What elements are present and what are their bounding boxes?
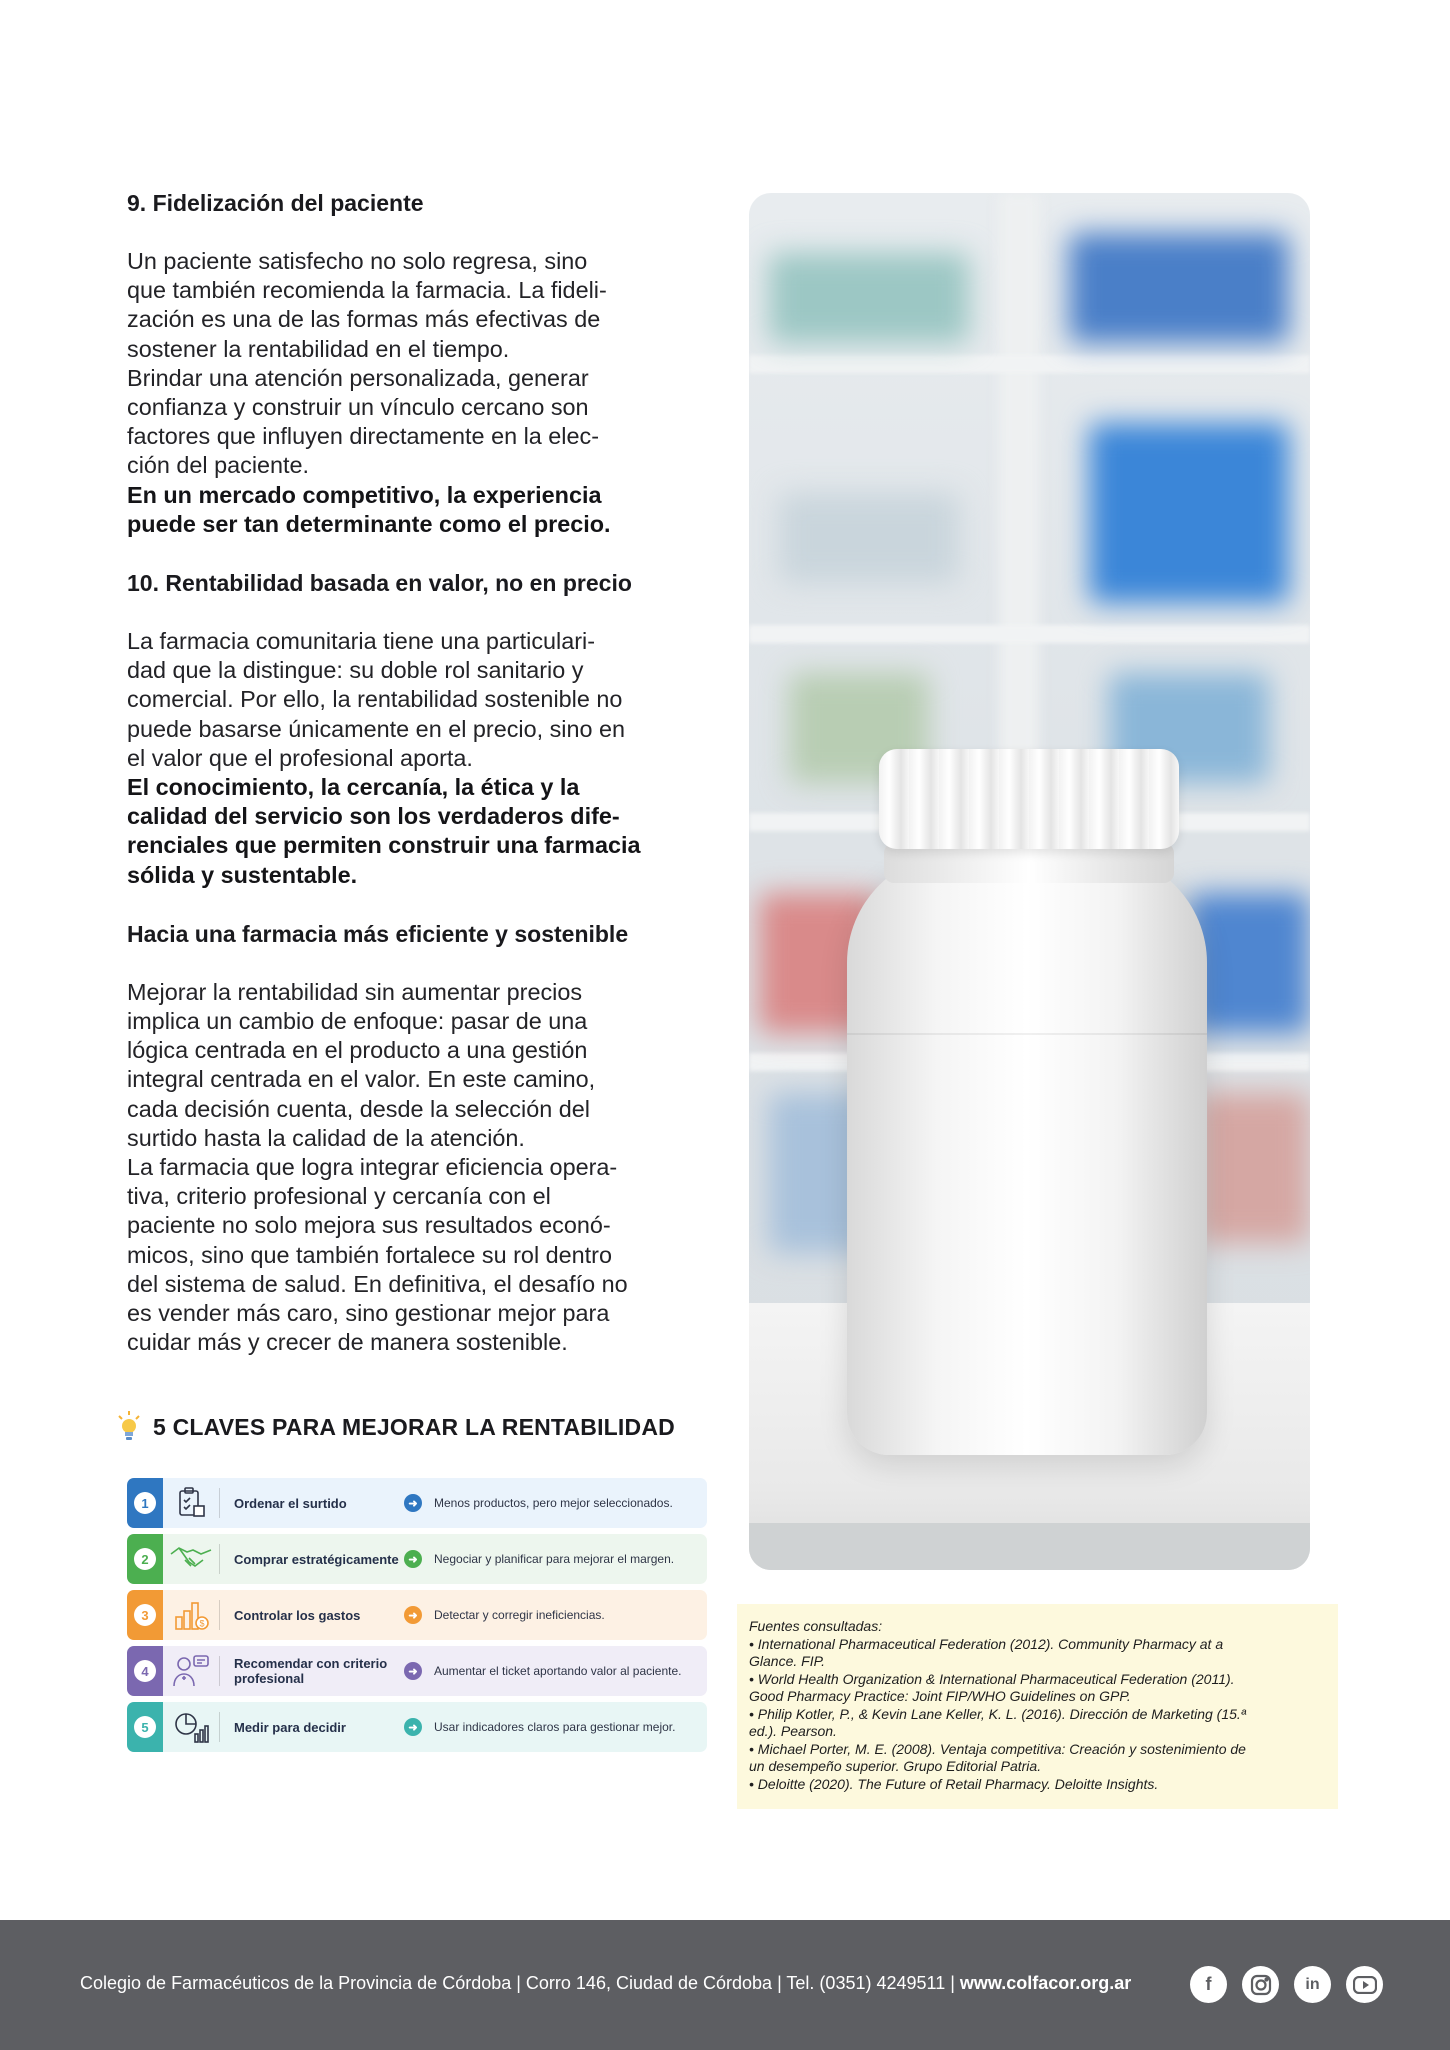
key-number-strip: [127, 1590, 163, 1640]
text-line: tiva, criterio profesional y cercanía con el: [127, 1183, 551, 1210]
handshake-icon: [163, 1534, 219, 1584]
linkedin-icon[interactable]: in: [1294, 1966, 1331, 2003]
key-description: Detectar y corregir ineficiencias.: [434, 1608, 605, 1622]
text-line: zación es una de las formas más efectivas de: [127, 306, 601, 333]
footer-website-link[interactable]: www.colfacor.org.ar: [959, 1973, 1132, 1993]
text-line: micos, sino que también fortalece su rol dentro: [127, 1241, 612, 1268]
section-heading: 9. Fidelización del paciente: [127, 190, 424, 216]
key-description: Usar indicadores claros para gestionar mejor.: [434, 1720, 676, 1734]
text-line: factores que influyen directamente en la elec-: [127, 423, 599, 450]
sources-line: Good Pharmacy Practice: Joint FIP/WHO Guidelines on GPP.: [749, 1688, 1131, 1704]
footer-contact: [80, 1973, 1131, 1994]
bold-line: sólida y sustentable.: [127, 861, 358, 888]
key-row-2: [127, 1534, 707, 1584]
pharmacist-icon: [163, 1646, 219, 1696]
sources-line: • Michael Porter, M. E. (2008). Ventaja competitiva: Creación y sostenimiento de: [749, 1740, 1246, 1757]
footer-address: Colegio de Farmacéuticos de la Provincia de Córdoba | Corro 146, Ciudad de Córdoba | Tel. (0351) 4249511 |: [80, 1973, 960, 1993]
section-body: [127, 627, 715, 890]
text-line: puede basarse únicamente en el precio, sino en: [127, 715, 626, 742]
text-line: lógica centrada en el producto a una gestión: [127, 1037, 588, 1064]
bold-line: En un mercado competitivo, la experiencia: [127, 481, 602, 508]
bold-line: calidad del servicio son los verdaderos dife-: [127, 803, 620, 830]
arrow-right-icon: ➜: [404, 1550, 422, 1568]
sources-line: • Philip Kotler, P., & Kevin Lane Keller, K. L. (2016). Dirección de Marketing (15.ª: [749, 1705, 1246, 1722]
chart-coin-icon: [163, 1590, 219, 1640]
section-body: [127, 247, 715, 539]
key-description: Menos productos, pero mejor seleccionados.: [434, 1496, 673, 1510]
section-rentabilidad-valor: [127, 568, 715, 890]
bold-line: El conocimiento, la cercanía, la ética y la: [127, 774, 580, 801]
text-line: del sistema de salud. En definitiva, el desafío no: [127, 1270, 628, 1297]
key-description: Negociar y planificar para mejorar el margen.: [434, 1552, 675, 1566]
arrow-right-icon: ➜: [404, 1494, 422, 1512]
article-column: [127, 188, 715, 1358]
facebook-icon[interactable]: f: [1190, 1966, 1227, 2003]
sources-line: ed.). Pearson.: [749, 1723, 837, 1739]
footer: [0, 1920, 1450, 2050]
sources-line: un desempeño superior. Grupo Editorial Patria.: [749, 1758, 1042, 1774]
keys-list: [127, 1478, 707, 1758]
sources-line: • International Pharmaceutical Federation (2012). Community Pharmacy at a: [749, 1635, 1224, 1652]
key-row-4: [127, 1646, 707, 1696]
keys-heading: 5 CLAVES PARA MEJORAR LA RENTABILIDAD: [153, 1413, 675, 1440]
key-row-5: [127, 1702, 707, 1752]
key-number: 5: [134, 1716, 156, 1738]
key-label: Medir para decidir: [234, 1719, 346, 1735]
text-line: que también recomienda la farmacia. La fideli-: [127, 277, 607, 304]
key-description: Aumentar el ticket aportando valor al paciente.: [434, 1664, 682, 1678]
bold-line: puede ser tan determinante como el precio.: [127, 510, 611, 537]
text-line: surtido hasta la calidad de la atención.: [127, 1124, 525, 1151]
text-line: es vender más caro, sino gestionar mejor para: [127, 1300, 610, 1327]
text-line: cuidar más y crecer de manera sostenible.: [127, 1329, 568, 1356]
text-line: cada decisión cuenta, desde la selección del: [127, 1095, 590, 1122]
text-line: integral centrada en el valor. En este camino,: [127, 1066, 596, 1093]
youtube-icon[interactable]: [1346, 1966, 1383, 2003]
instagram-icon[interactable]: [1242, 1966, 1279, 2003]
pie-chart-icon: [163, 1702, 219, 1752]
arrow-right-icon: ➜: [404, 1662, 422, 1680]
key-number: 3: [134, 1604, 156, 1626]
bold-line: renciales que permiten construir una farmacia: [127, 832, 641, 859]
text-line: implica un cambio de enfoque: pasar de una: [127, 1008, 588, 1035]
key-number: 1: [134, 1492, 156, 1514]
text-line: el valor que el profesional aporta.: [127, 744, 473, 771]
section-heading: Hacia una farmacia más eficiente y sostenible: [127, 920, 629, 947]
text-line: Un paciente satisfecho no solo regresa, sino: [127, 248, 588, 274]
sources-line: • Deloitte (2020). The Future of Retail Pharmacy. Deloitte Insights.: [749, 1775, 1159, 1792]
sources-line: Fuentes consultadas:: [749, 1618, 883, 1634]
arrow-right-icon: ➜: [404, 1718, 422, 1736]
key-number: 2: [134, 1548, 156, 1570]
clipboard-icon: [163, 1478, 219, 1528]
text-line: ción del paciente.: [127, 452, 310, 479]
key-number-strip: [127, 1478, 163, 1528]
key-row-3: [127, 1590, 707, 1640]
section-farmacia-sostenible: [127, 919, 715, 1358]
key-number-strip: [127, 1702, 163, 1752]
section-fidelizacion: [127, 188, 715, 539]
sources-line: • World Health Organization & International Pharmaceutical Federation (2011).: [749, 1670, 1235, 1687]
sources-line: Glance. FIP.: [749, 1653, 826, 1669]
section-heading: 10. Rentabilidad basada en valor, no en precio: [127, 570, 632, 597]
key-label: Recomendar con criterio profesional: [234, 1656, 388, 1686]
text-line: confianza y construir un vínculo cercano son: [127, 394, 589, 421]
pharmacy-bottle-photo: [749, 193, 1310, 1570]
key-label: Comprar estratégicamente: [234, 1551, 399, 1567]
text-line: sostener la rentabilidad en el tiempo.: [127, 335, 510, 362]
text-line: La farmacia que logra integrar eficiencia opera-: [127, 1154, 618, 1181]
key-number-strip: [127, 1646, 163, 1696]
text-line: comercial. Por ello, la rentabilidad sostenible no: [127, 686, 623, 713]
text-line: Brindar una atención personalizada, generar: [127, 364, 589, 391]
key-number-strip: [127, 1534, 163, 1584]
keys-title: [117, 1411, 675, 1443]
section-body: [127, 978, 715, 1358]
svg-text:$: $: [199, 1618, 205, 1629]
lightbulb-icon: [117, 1411, 141, 1443]
text-line: dad que la distingue: su doble rol sanitario y: [127, 657, 584, 684]
text-line: La farmacia comunitaria tiene una particulari-: [127, 628, 596, 655]
text-line: paciente no solo mejora sus resultados econó-: [127, 1212, 611, 1239]
sources-box: [737, 1604, 1338, 1809]
key-label: Ordenar el surtido: [234, 1495, 347, 1511]
key-row-1: [127, 1478, 707, 1528]
text-line: Mejorar la rentabilidad sin aumentar precios: [127, 978, 583, 1005]
key-label: Controlar los gastos: [234, 1607, 361, 1623]
key-number: 4: [134, 1660, 156, 1682]
arrow-right-icon: ➜: [404, 1606, 422, 1624]
